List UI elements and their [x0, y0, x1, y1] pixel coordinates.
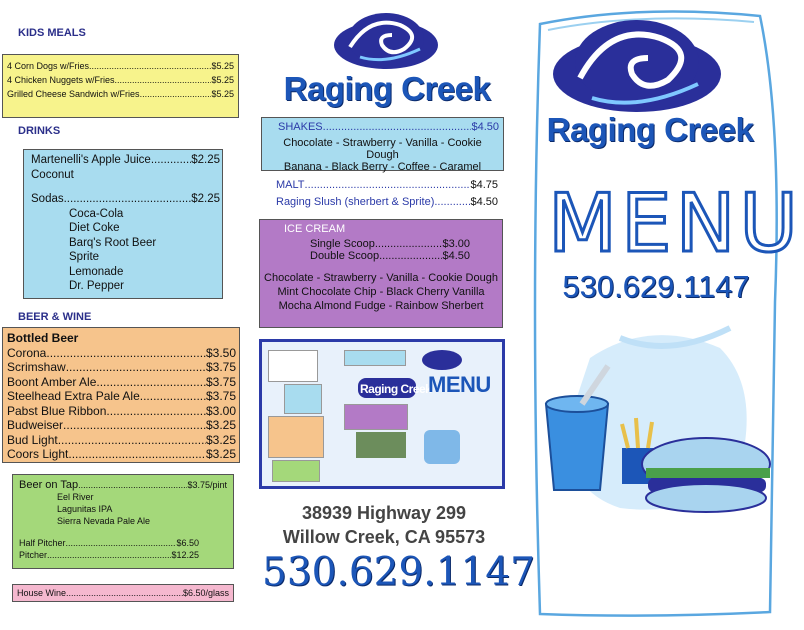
menu-item: [19, 537, 199, 549]
item-name: Pitcher: [19, 550, 48, 560]
thumb-block: [268, 350, 318, 382]
beer-on-tap-box: [12, 474, 234, 569]
item-name: Scrimshaw: [7, 360, 66, 374]
item-price: $3.50: [205, 345, 236, 360]
ice-cream-flavors: Mocha Almond Fudge - Rainbow Sherbert: [278, 300, 484, 312]
item-name: 4 Chicken Nuggets w/Fries: [7, 75, 115, 85]
item-price: $3.25: [205, 418, 236, 432]
swirl-logo-icon: [548, 8, 726, 120]
thumb-photo: [356, 432, 406, 458]
menu-item: [7, 389, 236, 404]
tap-list: [19, 491, 227, 527]
menu-item: [19, 549, 199, 561]
item-price: $4.50: [442, 250, 470, 262]
menu-item: [7, 346, 236, 361]
item-price: $3.00: [205, 403, 236, 418]
drinks-box: [23, 149, 223, 299]
item-name: Martenelli's Apple Juice: [31, 154, 151, 166]
soda-item: Diet Coke: [69, 222, 120, 234]
food-illustration: [530, 318, 780, 528]
ice-cream-flavors: Mint Chocolate Chip - Black Cherry Vanilla: [277, 286, 485, 298]
menu-item: [17, 587, 229, 599]
address: [262, 501, 506, 549]
item-price: $12.25: [171, 550, 199, 560]
menu-item: [31, 192, 220, 207]
item-price: $3.75: [205, 374, 236, 389]
item-name: Bud Light: [7, 432, 58, 447]
menu-item: [31, 153, 220, 168]
soda-item: Dr. Pepper: [69, 280, 124, 292]
thumb-logo-icon: [422, 350, 462, 370]
item-price: $6.50: [176, 538, 199, 548]
brand-name: Raging Creek: [283, 70, 491, 107]
house-wine-box: [12, 584, 234, 602]
menu-item-sub: Coconut: [31, 168, 74, 181]
thumb-brand: Raging Creek: [360, 382, 432, 396]
shakes-box: [261, 117, 504, 171]
item-name: Steelhead Extra Pale Ale: [7, 389, 140, 403]
bottled-beer-title: Bottled Beer: [7, 331, 79, 345]
item-price: $3.75: [205, 360, 236, 374]
ice-cream-title: ICE CREAM: [284, 223, 346, 235]
menu-item: [276, 177, 498, 194]
soda-item: Lemonade: [69, 265, 124, 278]
menu-item: [7, 447, 236, 462]
item-name: Single Scoop: [310, 238, 375, 250]
thumb-block: [344, 350, 406, 366]
item-price: $4.50: [470, 196, 498, 208]
kids-meals-box: [2, 54, 239, 118]
item-price: $3.00: [442, 238, 470, 250]
menu-item: [7, 73, 234, 87]
menu-item: [7, 418, 236, 433]
soda-item: Barq's Root Beer: [69, 236, 157, 249]
shake-flavors: Banana - Black Berry - Coffee - Caramel: [283, 161, 482, 173]
soda-item: Coca-Cola: [69, 207, 124, 220]
menu-item: [19, 479, 227, 491]
item-name: Pabst Blue Ribbon: [7, 403, 107, 418]
menu-item: [7, 433, 236, 448]
item-name: Budweiser: [7, 418, 64, 432]
address-line1: 38939 Highway 299: [301, 503, 467, 523]
item-name: Raging Slush (sherbert & Sprite): [276, 196, 435, 208]
item-price: $3.75/pint: [187, 480, 227, 490]
item-name: Double Scoop: [310, 250, 380, 262]
menu-item: [7, 59, 234, 73]
menu-title: MENU: [548, 177, 802, 270]
item-name: Coors Light: [7, 447, 69, 461]
burger-icon: [642, 438, 770, 512]
menu-item: [276, 194, 498, 211]
malt-slush: [276, 177, 498, 211]
tap-item: Lagunitas IPA: [57, 504, 113, 514]
thumb-block: [344, 404, 408, 430]
menu-item: [266, 121, 499, 133]
menu-item: [264, 250, 470, 262]
beer-wine-heading: BEER & WINE: [18, 311, 92, 323]
item-name: Beer on Tap: [19, 479, 79, 491]
soda-item: Sprite: [69, 251, 100, 263]
item-price: $5.25: [211, 75, 234, 85]
bottled-beer-box: [2, 327, 240, 463]
ice-cream-flavors: Chocolate - Strawberry - Vanilla - Cookie Dough: [264, 272, 498, 284]
tap-item: Sierra Nevada Pale Ale: [57, 516, 151, 526]
phone-number-large: 530.629.1147: [262, 550, 535, 595]
item-name: SHAKES: [278, 121, 323, 133]
item-price: $4.50: [471, 121, 499, 133]
item-name: 4 Corn Dogs w/Fries: [7, 61, 90, 71]
shake-flavors: Chocolate - Strawberry - Vanilla - Cookie Dough: [283, 137, 482, 161]
item-price: $3.25: [205, 447, 236, 461]
ice-cream-box: [259, 219, 503, 328]
thumb-block: [272, 460, 320, 482]
menu-item: [264, 238, 470, 250]
tap-item: Eel River: [57, 492, 94, 502]
menu-item: [7, 360, 236, 375]
thumb-menu-word: MENU: [428, 372, 491, 397]
item-name: MALT: [276, 179, 305, 191]
drinks-heading: DRINKS: [18, 125, 61, 137]
item-name: Half Pitcher: [19, 538, 66, 548]
cup-icon: [546, 366, 608, 490]
address-line2: Willow Creek, CA 95573: [282, 527, 486, 547]
menu-item: [7, 375, 236, 390]
item-price: $5.25: [211, 61, 234, 71]
item-price: $6.50/glass: [182, 588, 229, 598]
item-price: $4.75: [470, 179, 498, 191]
item-price: $2.25: [191, 193, 220, 205]
item-price: $3.75: [205, 389, 236, 403]
thumb-block: [284, 384, 322, 414]
menu-item: [7, 404, 236, 419]
item-price: $5.25: [211, 89, 234, 99]
thumb-cup-icon: [424, 430, 460, 464]
swirl-logo-icon: [330, 5, 442, 73]
item-name: Boont Amber Ale: [7, 374, 97, 389]
menu-item: [7, 87, 234, 101]
item-price: $2.25: [191, 154, 220, 166]
cover-brand-name: Raging Creek: [546, 111, 754, 148]
item-name: House Wine: [17, 588, 67, 598]
menu-thumbnail: [259, 339, 505, 489]
item-price: $3.25: [205, 432, 236, 447]
item-name: Corona: [7, 345, 47, 360]
item-name: Grilled Cheese Sandwich w/Fries: [7, 89, 140, 99]
item-name: Sodas: [31, 193, 64, 205]
cover-phone-number: 530.629.1147: [562, 269, 750, 304]
kids-meals-heading: KIDS MEALS: [18, 27, 86, 39]
thumb-block: [268, 416, 324, 458]
soda-list: [31, 207, 220, 294]
